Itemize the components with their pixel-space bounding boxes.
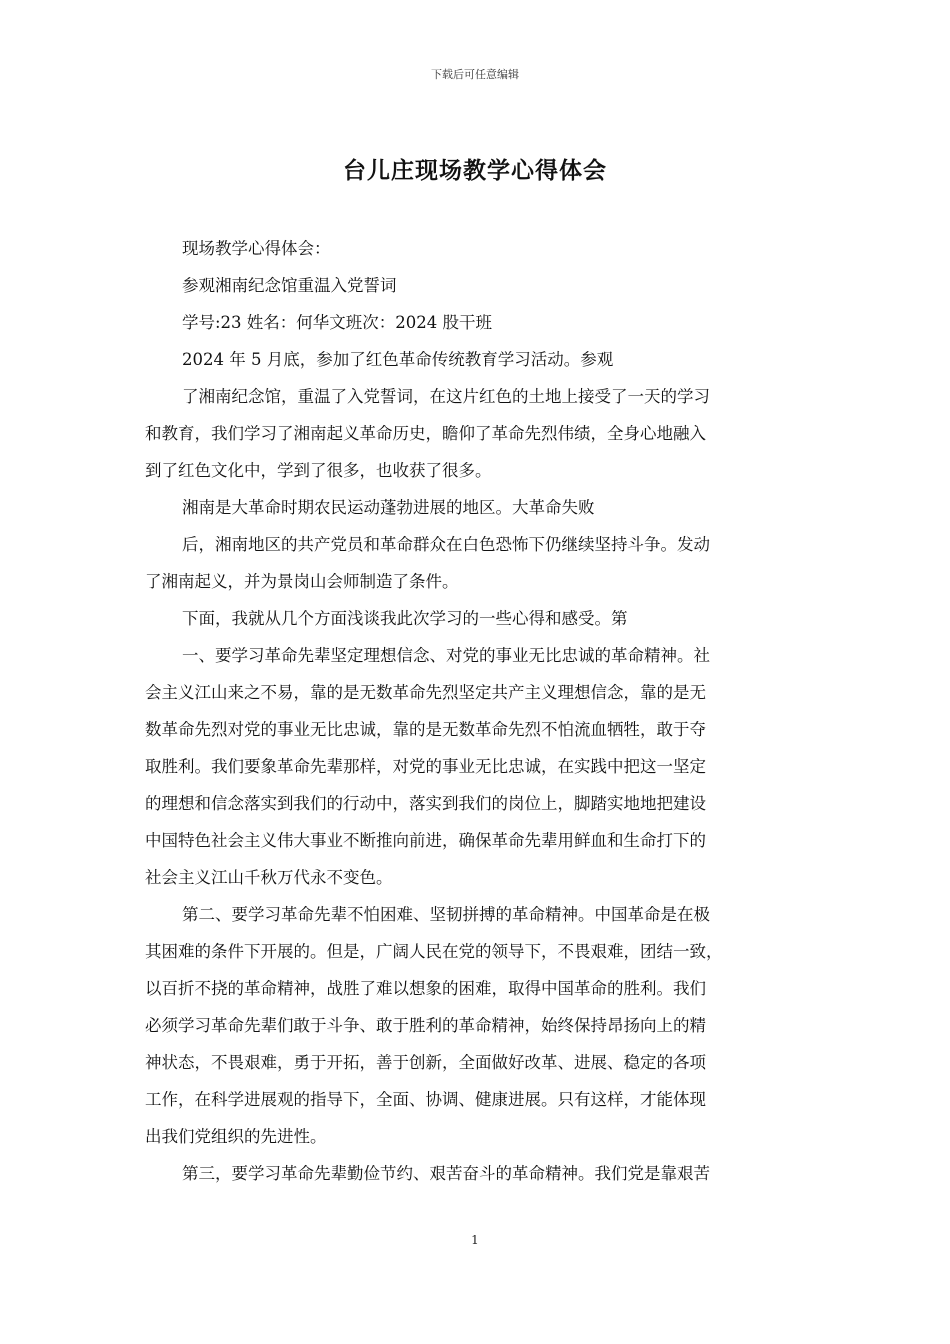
body-line: 取胜利。我们要象革命先辈那样，对党的事业无比忠诚，在实践中把这一坚定 [145,757,706,776]
body-line: 和教育，我们学习了湘南起义革命历史，瞻仰了革命先烈伟绩，全身心地融入 [145,424,706,443]
document-title: 台儿庄现场教学心得体会 [343,157,607,184]
page-header: 下载后可任意编辑 [431,68,519,81]
body-line: 学号:23 姓名：何华文班次：2024 股干班 [182,313,493,332]
body-line: 第二、要学习革命先辈不怕困难、坚韧拼搏的革命精神。中国革命是在极 [182,905,710,924]
body-line: 一、要学习革命先辈坚定理想信念、对党的事业无比忠诚的革命精神。社 [182,646,710,665]
body-line: 的理想和信念落实到我们的行动中，落实到我们的岗位上，脚踏实地地把建设 [145,794,706,813]
body-line: 参观湘南纪念馆重温入党誓词 [182,276,397,295]
body-line: 数革命先烈对党的事业无比忠诚，靠的是无数革命先烈不怕流血牺牲，敢于夺 [145,720,706,739]
body-line: 会主义江山来之不易，靠的是无数革命先烈坚定共产主义理想信念，靠的是无 [145,683,706,702]
body-line: 出我们党组织的先进性。 [145,1127,327,1146]
page-number: 1 [471,1233,479,1247]
body-line: 现场教学心得体会： [182,239,331,258]
body-line: 湘南是大革命时期农民运动蓬勃进展的地区。大革命失败 [182,498,595,517]
body-line: 第三，要学习革命先辈勤俭节约、艰苦奋斗的革命精神。我们党是靠艰苦 [182,1164,710,1183]
body-line: 神状态，不畏艰难，勇于开拓，善于创新，全面做好改革、进展、稳定的各项 [145,1053,706,1072]
document-body [145,230,805,1192]
body-line: 到了红色文化中，学到了很多，也收获了很多。 [145,461,492,480]
body-line: 中国特色社会主义伟大事业不断推向前进，确保革命先辈用鲜血和生命打下的 [145,831,706,850]
body-line: 2024 年 5 月底，参加了红色革命传统教育学习活动。参观 [182,350,614,369]
body-line: 了湘南纪念馆，重温了入党誓词，在这片红色的土地上接受了一天的学习 [182,387,710,406]
body-line: 了湘南起义，并为景岗山会师制造了条件。 [145,572,459,591]
body-line: 以百折不挠的革命精神，战胜了难以想象的困难，取得中国革命的胜利。我们 [145,979,706,998]
body-line: 下面，我就从几个方面浅谈我此次学习的一些心得和感受。第 [182,609,628,628]
body-line: 必须学习革命先辈们敢于斗争、敢于胜利的革命精神，始终保持昂扬向上的精 [145,1016,706,1035]
body-line: 工作，在科学进展观的指导下，全面、协调、健康进展。只有这样，才能体现 [145,1090,706,1109]
body-line: 社会主义江山千秋万代永不变色。 [145,868,393,887]
body-line: 其困难的条件下开展的。但是，广阔人民在党的领导下，不畏艰难，团结一致， [145,942,723,961]
body-line: 后，湘南地区的共产党员和革命群众在白色恐怖下仍继续坚持斗争。发动 [182,535,710,554]
